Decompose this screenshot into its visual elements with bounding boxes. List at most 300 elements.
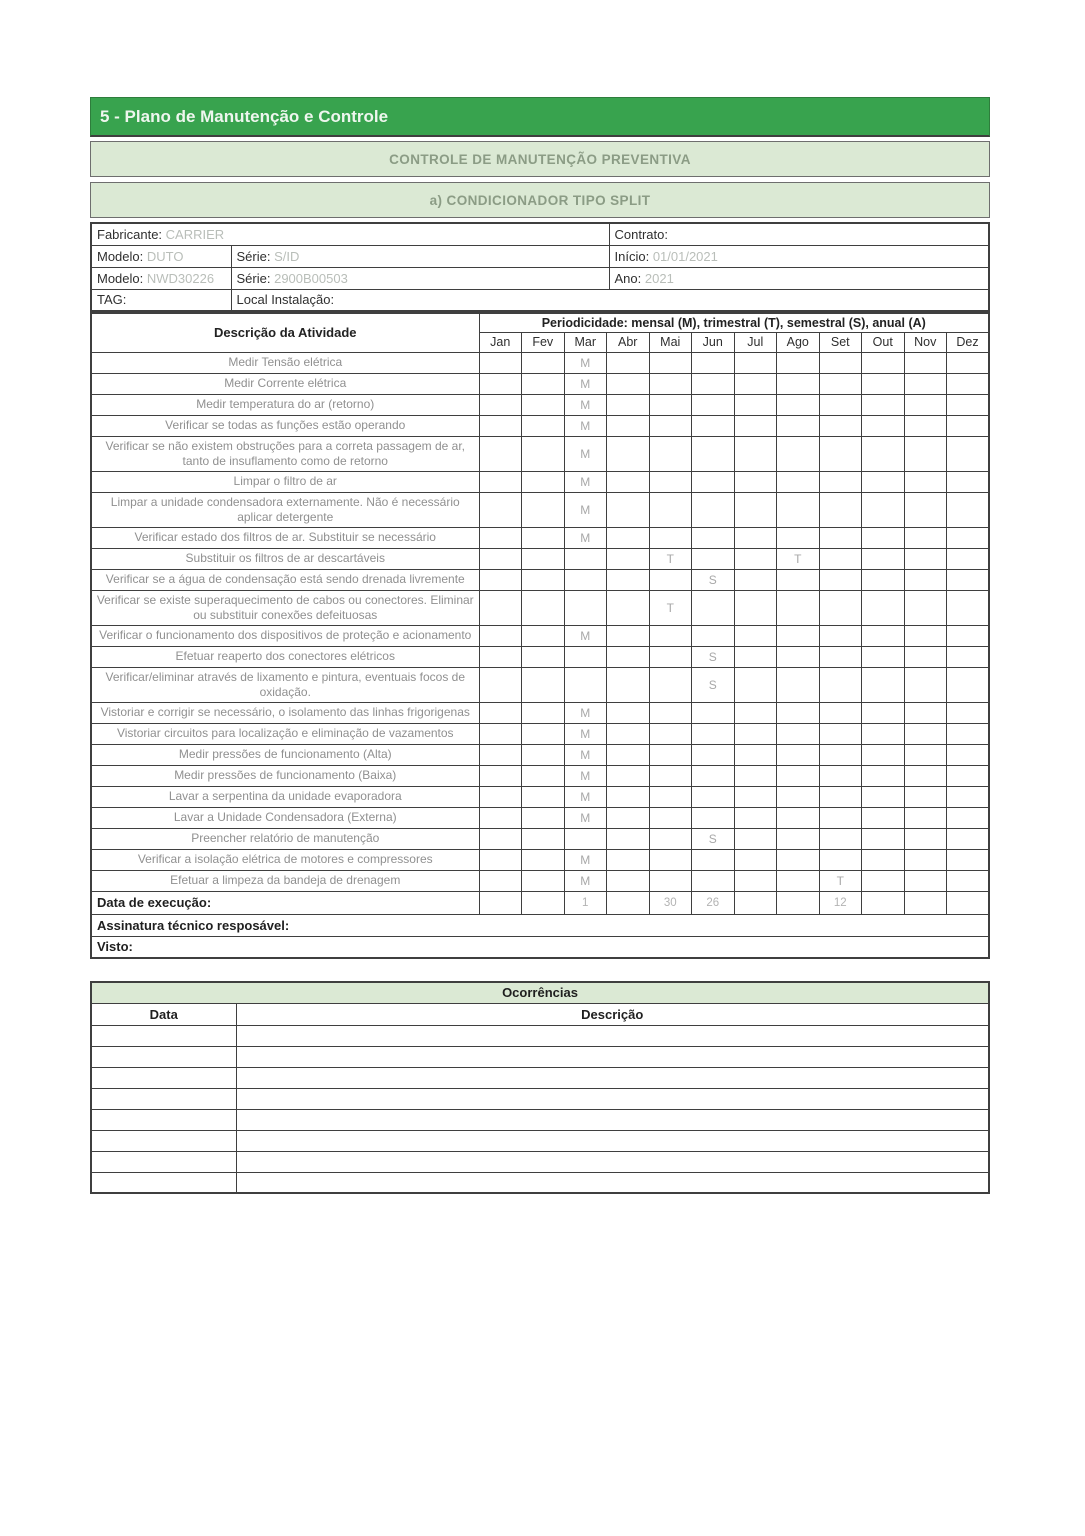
period-mark-cell [692, 870, 735, 891]
contrato-cell [609, 223, 989, 245]
period-mark-cell [692, 373, 735, 394]
activity-row [91, 849, 989, 870]
period-mark-cell [904, 548, 947, 569]
execution-date-cell [904, 891, 947, 914]
period-mark-cell [607, 394, 650, 415]
period-mark-cell [777, 492, 820, 527]
ano-label: Ano: [614, 270, 642, 286]
modelo-1-cell [91, 245, 231, 267]
period-mark-cell [819, 849, 862, 870]
activity-row [91, 807, 989, 828]
period-mark-cell [947, 436, 990, 471]
period-mark-cell [947, 807, 990, 828]
period-mark-cell: M [564, 471, 607, 492]
period-mark-cell [947, 492, 990, 527]
period-mark-cell [564, 646, 607, 667]
modelo-1-label: Modelo: [97, 248, 144, 264]
info-row-fabricante [91, 223, 989, 245]
period-mark-cell [692, 807, 735, 828]
period-mark-cell [819, 352, 862, 373]
period-mark-cell [692, 625, 735, 646]
activity-label: Verificar se existe superaquecimento de cabos ou conectores. Eliminar ou substituir conexões defeituosas [91, 590, 479, 625]
serie-2-cell [231, 267, 609, 289]
activity-label: Verificar se não existem obstruções para a correta passagem de ar, tanto de insuflamento como de retorno [91, 436, 479, 471]
activity-label: Medir pressões de funcionamento (Alta) [91, 744, 479, 765]
period-mark-cell [479, 492, 522, 527]
period-mark-cell [649, 786, 692, 807]
period-mark-cell: M [564, 527, 607, 548]
occurrence-data-cell [91, 1109, 236, 1130]
period-mark-cell [777, 373, 820, 394]
period-mark-cell [692, 849, 735, 870]
signature-label: Assinatura técnico resposável: [91, 914, 989, 936]
period-mark-cell: M [564, 849, 607, 870]
period-mark-cell [649, 667, 692, 702]
period-mark-cell [522, 527, 565, 548]
period-mark-cell: S [692, 828, 735, 849]
occurrence-data-cell [91, 1151, 236, 1172]
visto-row [91, 936, 989, 958]
period-mark-cell [819, 373, 862, 394]
period-mark-cell [862, 569, 905, 590]
period-mark-cell [904, 590, 947, 625]
fabricante-label: Fabricante: [97, 226, 163, 242]
activity-label: Efetuar a limpeza da bandeja de drenagem [91, 870, 479, 891]
period-mark-cell [522, 590, 565, 625]
period-mark-cell [607, 828, 650, 849]
occurrences-header-row [91, 1003, 989, 1025]
execution-date-cell [522, 891, 565, 914]
period-mark-cell [819, 590, 862, 625]
period-mark-cell [819, 646, 862, 667]
period-mark-cell: M [564, 492, 607, 527]
execution-date-cell [777, 891, 820, 914]
period-mark-cell [607, 436, 650, 471]
period-mark-cell [649, 527, 692, 548]
period-mark-cell: M [564, 723, 607, 744]
occurrences-col-descricao: Descrição [236, 1003, 989, 1025]
occurrence-descricao-cell [236, 1046, 989, 1067]
activity-row [91, 471, 989, 492]
execution-date-cell: 12 [819, 891, 862, 914]
period-mark-cell [734, 765, 777, 786]
period-mark-cell [904, 702, 947, 723]
activity-label: Verificar estado dos filtros de ar. Substituir se necessário [91, 527, 479, 548]
period-mark-cell [522, 436, 565, 471]
activity-row [91, 702, 989, 723]
period-mark-cell [819, 492, 862, 527]
period-mark-cell [777, 828, 820, 849]
period-mark-cell [692, 702, 735, 723]
period-mark-cell [862, 492, 905, 527]
period-mark-cell [862, 527, 905, 548]
period-mark-cell [777, 702, 820, 723]
activity-row [91, 373, 989, 394]
period-mark-cell: T [649, 590, 692, 625]
period-mark-cell [607, 471, 650, 492]
period-mark-cell [734, 415, 777, 436]
period-mark-cell [734, 373, 777, 394]
period-mark-cell [522, 471, 565, 492]
activity-row [91, 527, 989, 548]
occurrence-row [91, 1109, 989, 1130]
period-mark-cell [649, 492, 692, 527]
period-mark-cell [904, 646, 947, 667]
period-mark-cell [734, 646, 777, 667]
activity-row [91, 569, 989, 590]
period-mark-cell: M [564, 373, 607, 394]
occurrence-descricao-cell [236, 1109, 989, 1130]
period-mark-cell [862, 723, 905, 744]
tag-cell [91, 289, 231, 311]
period-mark-cell [607, 870, 650, 891]
period-mark-cell [819, 744, 862, 765]
period-mark-cell [692, 744, 735, 765]
serie-2-label: Série: [236, 270, 271, 286]
period-mark-cell [522, 828, 565, 849]
period-mark-cell [522, 786, 565, 807]
period-mark-cell [862, 786, 905, 807]
occurrence-data-cell [91, 1046, 236, 1067]
period-mark-cell [819, 807, 862, 828]
period-mark-cell [819, 723, 862, 744]
occurrences-title: Ocorrências [91, 982, 989, 1003]
activity-row [91, 723, 989, 744]
period-mark-cell [479, 415, 522, 436]
period-mark-cell: M [564, 786, 607, 807]
period-mark-cell [649, 352, 692, 373]
info-row-modelo-2 [91, 267, 989, 289]
fabricante-cell [91, 223, 609, 245]
occurrence-row [91, 1025, 989, 1046]
period-mark-cell [479, 667, 522, 702]
period-mark-cell [904, 415, 947, 436]
activity-label: Lavar a Unidade Condensadora (Externa) [91, 807, 479, 828]
period-mark-cell [947, 828, 990, 849]
period-mark-cell [479, 786, 522, 807]
info-row-tag [91, 289, 989, 311]
period-mark-cell [777, 569, 820, 590]
occurrence-row [91, 1130, 989, 1151]
serie-2-value: 2900B00503 [274, 270, 348, 286]
period-mark-cell [607, 744, 650, 765]
period-mark-cell [522, 744, 565, 765]
period-mark-cell [862, 807, 905, 828]
period-mark-cell [692, 492, 735, 527]
period-mark-cell [479, 471, 522, 492]
signature-row [91, 914, 989, 936]
activity-row [91, 786, 989, 807]
period-mark-cell [607, 765, 650, 786]
activity-label: Lavar a serpentina da unidade evaporadora [91, 786, 479, 807]
period-mark-cell [904, 723, 947, 744]
period-mark-cell [904, 471, 947, 492]
period-mark-cell [607, 548, 650, 569]
period-mark-cell [479, 765, 522, 786]
maintenance-schedule-table [90, 312, 990, 959]
month-header-cell: Jan [479, 332, 522, 352]
period-mark-cell [734, 807, 777, 828]
period-mark-cell: S [692, 646, 735, 667]
period-mark-cell [522, 394, 565, 415]
period-mark-cell: M [564, 394, 607, 415]
fabricante-value: CARRIER [165, 226, 225, 242]
period-mark-cell [947, 471, 990, 492]
period-mark-cell [819, 569, 862, 590]
period-mark-cell [904, 436, 947, 471]
period-mark-cell [904, 625, 947, 646]
period-mark-cell [777, 667, 820, 702]
period-mark-cell [862, 870, 905, 891]
period-mark-cell [777, 394, 820, 415]
period-mark-cell [904, 786, 947, 807]
subtitle-split: a) CONDICIONADOR TIPO SPLIT [429, 192, 651, 208]
period-mark-cell [692, 527, 735, 548]
activity-row [91, 646, 989, 667]
period-mark-cell [777, 744, 820, 765]
activity-row [91, 492, 989, 527]
activity-row [91, 765, 989, 786]
month-header-cell: Abr [607, 332, 650, 352]
activity-label: Verificar se todas as funções estão operando [91, 415, 479, 436]
period-mark-cell [862, 394, 905, 415]
activity-label: Verificar a isolação elétrica de motores e compressores [91, 849, 479, 870]
serie-1-cell [231, 245, 609, 267]
period-mark-cell [734, 744, 777, 765]
period-mark-cell [522, 646, 565, 667]
activity-label: Verificar se a água de condensação está sendo drenada livremente [91, 569, 479, 590]
period-mark-cell [522, 625, 565, 646]
period-mark-cell: S [692, 667, 735, 702]
period-mark-cell [522, 373, 565, 394]
period-mark-cell [734, 569, 777, 590]
occurrences-col-data: Data [91, 1003, 236, 1025]
period-mark-cell [692, 394, 735, 415]
period-mark-cell: M [564, 436, 607, 471]
ano-value: 2021 [644, 270, 674, 286]
execution-date-cell: 30 [649, 891, 692, 914]
period-mark-cell [522, 352, 565, 373]
occurrence-data-cell [91, 1130, 236, 1151]
period-mark-cell [734, 625, 777, 646]
period-mark-cell [607, 646, 650, 667]
execution-date-label: Data de execução: [91, 891, 479, 914]
period-mark-cell: M [564, 415, 607, 436]
period-mark-cell [777, 646, 820, 667]
period-mark-cell [862, 765, 905, 786]
period-mark-cell: M [564, 807, 607, 828]
period-mark-cell [819, 786, 862, 807]
activity-label: Limpar o filtro de ar [91, 471, 479, 492]
occurrence-row [91, 1172, 989, 1193]
period-mark-cell [479, 590, 522, 625]
period-mark-cell [819, 548, 862, 569]
period-mark-cell [479, 723, 522, 744]
occurrence-descricao-cell [236, 1172, 989, 1193]
serie-1-label: Série: [236, 248, 271, 264]
execution-date-cell: 26 [692, 891, 735, 914]
activity-row [91, 667, 989, 702]
page-title: 5 - Plano de Manutenção e Controle [100, 106, 389, 126]
period-mark-cell [904, 849, 947, 870]
period-mark-cell [947, 373, 990, 394]
period-mark-cell [607, 625, 650, 646]
period-mark-cell [819, 415, 862, 436]
period-mark-cell [564, 828, 607, 849]
period-mark-cell [649, 765, 692, 786]
period-mark-cell [819, 394, 862, 415]
period-mark-cell [607, 373, 650, 394]
period-mark-cell [649, 849, 692, 870]
equipment-info-table [90, 222, 990, 312]
period-mark-cell [649, 394, 692, 415]
period-mark-cell [777, 849, 820, 870]
period-mark-cell [734, 527, 777, 548]
occurrence-descricao-cell [236, 1067, 989, 1088]
period-mark-cell [947, 548, 990, 569]
period-mark-cell [649, 415, 692, 436]
period-mark-cell [904, 373, 947, 394]
period-mark-cell [607, 527, 650, 548]
period-mark-cell [479, 352, 522, 373]
execution-date-cell [607, 891, 650, 914]
execution-date-cell [479, 891, 522, 914]
period-mark-cell [479, 394, 522, 415]
occurrence-data-cell [91, 1067, 236, 1088]
period-mark-cell: T [649, 548, 692, 569]
period-mark-cell [862, 548, 905, 569]
period-mark-cell [479, 527, 522, 548]
period-mark-cell [947, 527, 990, 548]
period-mark-cell: M [564, 870, 607, 891]
period-mark-cell [479, 807, 522, 828]
period-mark-cell [819, 765, 862, 786]
modelo-2-label: Modelo: [97, 270, 144, 286]
activity-label: Medir pressões de funcionamento (Baixa) [91, 765, 479, 786]
month-header-cell: Out [862, 332, 905, 352]
period-mark-cell [734, 828, 777, 849]
period-mark-cell [734, 849, 777, 870]
activity-label: Medir Corrente elétrica [91, 373, 479, 394]
execution-date-row [91, 891, 989, 914]
local-instalacao-cell [231, 289, 989, 311]
activity-row [91, 415, 989, 436]
period-mark-cell [649, 702, 692, 723]
period-mark-cell [649, 807, 692, 828]
period-mark-cell [904, 765, 947, 786]
month-header-cell: Set [819, 332, 862, 352]
period-mark-cell: T [777, 548, 820, 569]
period-mark-cell [607, 723, 650, 744]
period-mark-cell [692, 436, 735, 471]
activity-row [91, 744, 989, 765]
activity-row [91, 870, 989, 891]
occurrence-descricao-cell [236, 1130, 989, 1151]
execution-date-cell [947, 891, 990, 914]
occurrence-row [91, 1067, 989, 1088]
period-mark-cell [777, 786, 820, 807]
period-mark-cell: S [692, 569, 735, 590]
period-mark-cell [819, 625, 862, 646]
period-mark-cell [649, 723, 692, 744]
activity-label: Preencher relatório de manutenção [91, 828, 479, 849]
period-mark-cell [777, 352, 820, 373]
activity-label: Efetuar reaperto dos conectores elétricos [91, 646, 479, 667]
period-mark-cell [819, 667, 862, 702]
activity-row [91, 352, 989, 373]
occurrences-title-row [91, 982, 989, 1003]
activity-label: Limpar a unidade condensadora externamente. Não é necessário aplicar detergente [91, 492, 479, 527]
period-mark-cell [607, 786, 650, 807]
period-mark-cell [947, 415, 990, 436]
period-mark-cell [947, 667, 990, 702]
modelo-1-value: DUTO [146, 248, 184, 264]
period-mark-cell [777, 436, 820, 471]
period-mark-cell [692, 352, 735, 373]
period-mark-cell [862, 849, 905, 870]
period-mark-cell [479, 548, 522, 569]
period-mark-cell [649, 828, 692, 849]
occurrence-data-cell [91, 1172, 236, 1193]
period-mark-cell [947, 744, 990, 765]
inicio-label: Início: [614, 248, 650, 264]
month-header-cell: Fev [522, 332, 565, 352]
period-mark-cell [904, 569, 947, 590]
visto-label: Visto: [91, 936, 989, 958]
period-mark-cell [904, 744, 947, 765]
period-mark-cell [649, 870, 692, 891]
period-mark-cell [607, 807, 650, 828]
period-mark-cell [479, 646, 522, 667]
modelo-2-value: NWD30226 [146, 270, 215, 286]
period-mark-cell [607, 667, 650, 702]
period-mark-cell [522, 415, 565, 436]
period-mark-cell [734, 723, 777, 744]
period-mark-cell [522, 870, 565, 891]
period-mark-cell [862, 352, 905, 373]
period-mark-cell [522, 849, 565, 870]
period-mark-cell [947, 849, 990, 870]
occurrence-row [91, 1151, 989, 1172]
period-mark-cell [479, 625, 522, 646]
period-mark-cell [479, 702, 522, 723]
activity-label: Verificar/eliminar através de lixamento e pintura, eventuais focos de oxidação. [91, 667, 479, 702]
period-mark-cell: M [564, 744, 607, 765]
period-mark-cell [607, 492, 650, 527]
period-mark-cell [522, 702, 565, 723]
activity-label: Verificar o funcionamento dos dispositivos de proteção e acionamento [91, 625, 479, 646]
period-mark-cell [862, 646, 905, 667]
period-mark-cell [522, 492, 565, 527]
month-header-cell: Mar [564, 332, 607, 352]
period-mark-cell [649, 744, 692, 765]
occurrence-row [91, 1088, 989, 1109]
period-mark-cell [649, 373, 692, 394]
activity-row [91, 548, 989, 569]
period-mark-cell [777, 870, 820, 891]
period-mark-cell [522, 807, 565, 828]
period-mark-cell [734, 352, 777, 373]
period-mark-cell [607, 352, 650, 373]
period-mark-cell [819, 828, 862, 849]
period-mark-cell [607, 849, 650, 870]
period-mark-cell [564, 548, 607, 569]
period-mark-cell [904, 394, 947, 415]
period-mark-cell [947, 702, 990, 723]
occurrence-data-cell [91, 1088, 236, 1109]
period-mark-cell [947, 352, 990, 373]
execution-date-cell: 1 [564, 891, 607, 914]
